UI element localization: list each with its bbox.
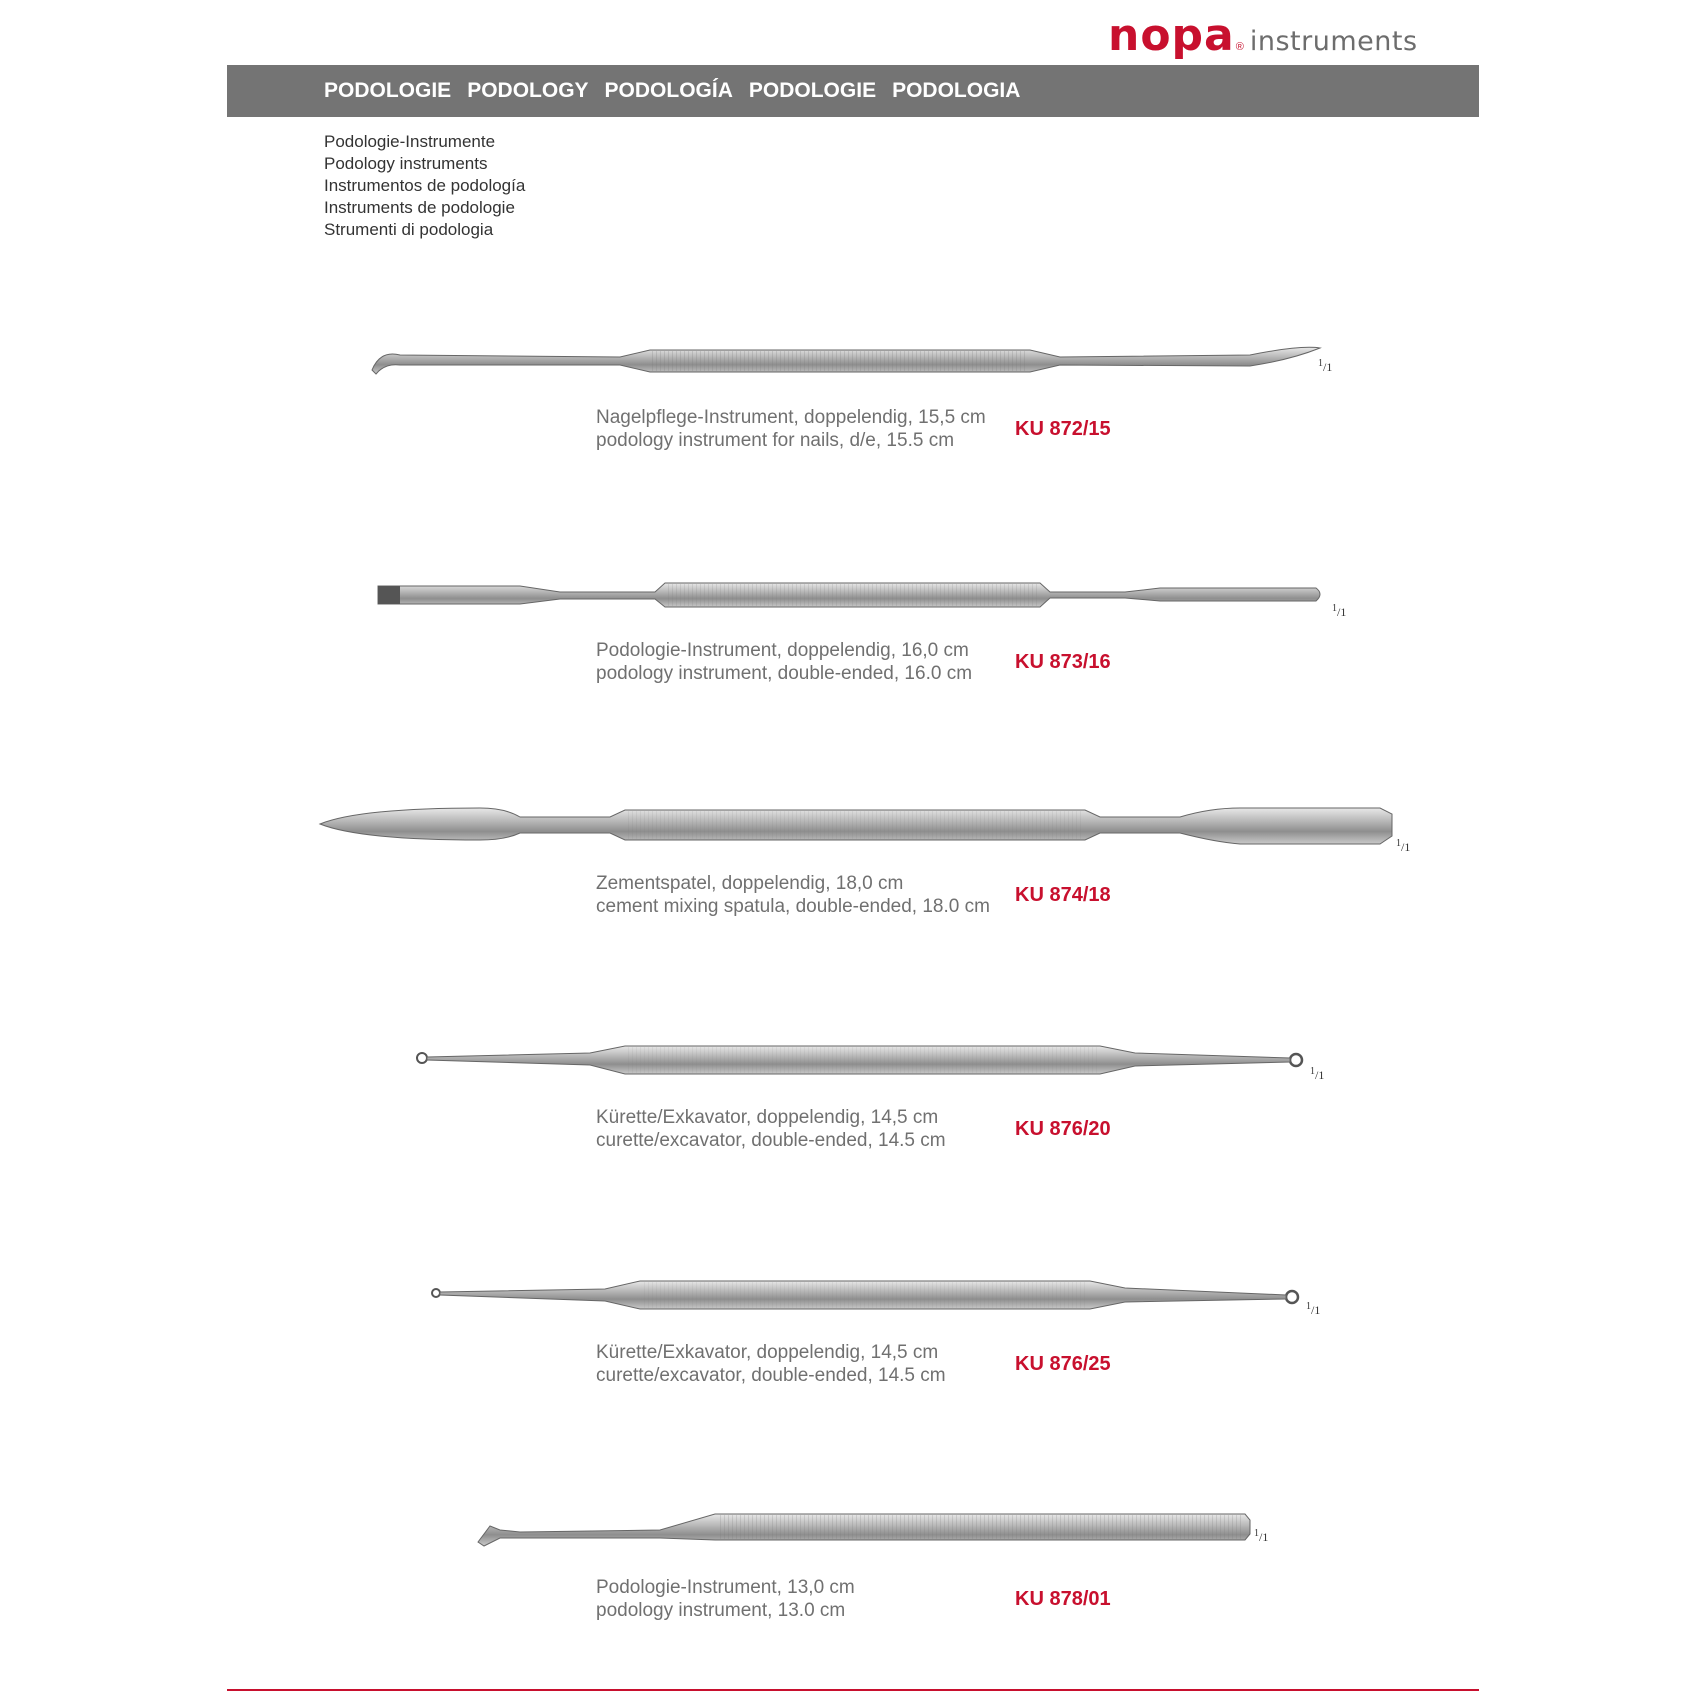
scale-label: $^1$/1 [1306,1301,1321,1317]
category-title-en: PODOLOGY [467,79,589,102]
scale-label: $^1$/1 [1254,1528,1269,1544]
product-description [596,639,972,685]
scale-label: $^1$/1 [1318,358,1333,374]
product-code: KU 876/25 [1015,1353,1111,1375]
scale-label: $^1$/1 [1396,838,1411,854]
description-en: cement mixing spatula, double-ended, 18.0 cm [596,896,990,917]
subtitle-de: Podologie-Instrumente [324,132,496,151]
subtitle-es: Instrumentos de podología [324,176,526,195]
product-item [0,330,1691,460]
product-code: KU 872/15 [1015,418,1111,440]
description-en: podology instrument for nails, d/e, 15.5 cm [596,430,955,451]
subtitle-fr: Instruments de podologie [324,198,515,217]
category-header-bar [227,65,1479,117]
cement-spatula-icon [0,800,1691,860]
double-ended-nail-hook-instrument-icon [0,330,1691,390]
product-item [0,1030,1691,1160]
description-de: Podologie-Instrument, doppelendig, 16,0 cm [596,640,969,661]
product-code: KU 876/20 [1015,1118,1111,1140]
category-title-fr: PODOLOGIE [748,79,877,102]
brand-name: nopa [1108,10,1235,61]
product-code: KU 878/01 [1015,1588,1111,1610]
scale-label: $^1$/1 [1310,1066,1325,1082]
product-description [596,406,986,452]
category-title-it: PODOLOGIA [892,79,1021,102]
description-de: Nagelpflege-Instrument, doppelendig, 15,5 cm [596,407,986,428]
product-code: KU 873/16 [1015,651,1111,673]
registered-mark: ® [1235,41,1244,53]
product-description [596,1106,946,1152]
description-en: podology instrument, double-ended, 16.0 cm [596,663,973,684]
product-code: KU 874/18 [1015,884,1111,906]
product-item [0,565,1691,695]
category-title-es: PODOLOGÍA [604,79,733,102]
product-item [0,800,1691,930]
description-de: Kürette/Exkavator, doppelendig, 14,5 cm [596,1342,939,1363]
brand-suffix: instruments [1249,26,1418,57]
scale-label: $^1$/1 [1332,603,1347,619]
product-description [596,1341,946,1387]
category-title-de: PODOLOGIE [324,79,452,102]
product-description [596,872,990,918]
description-en: curette/excavator, double-ended, 14.5 cm [596,1130,946,1151]
subtitle-en: Podology instruments [324,154,488,173]
description-de: Kürette/Exkavator, doppelendig, 14,5 cm [596,1107,939,1128]
description-de: Zementspatel, doppelendig, 18,0 cm [596,873,904,894]
category-subtitles [324,131,525,241]
description-en: curette/excavator, double-ended, 14.5 cm [596,1365,946,1386]
curette-excavator-icon [0,1030,1691,1090]
double-ended-flat-instrument-icon [0,565,1691,625]
description-de: Podologie-Instrument, 13,0 cm [596,1577,855,1598]
product-description [596,1576,855,1622]
brand-logo [1108,10,1418,61]
single-ended-angled-instrument-icon [0,1500,1691,1560]
description-en: podology instrument, 13.0 cm [596,1600,846,1621]
subtitle-it: Strumenti di podologia [324,220,494,239]
product-item [0,1265,1691,1395]
curette-excavator-icon [0,1265,1691,1325]
product-item [0,1500,1691,1630]
